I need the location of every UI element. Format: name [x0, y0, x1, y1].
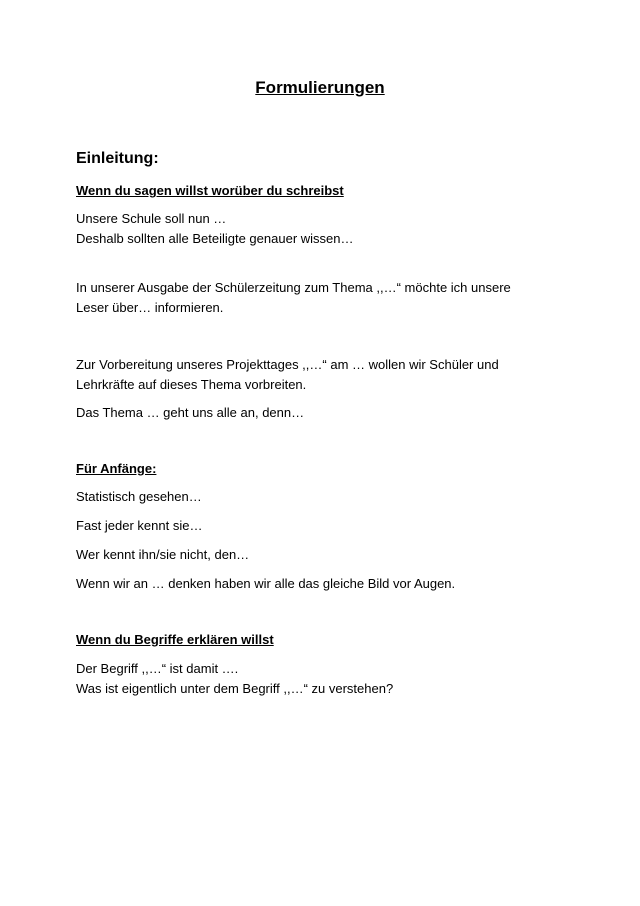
intro-heading: Einleitung:: [76, 150, 159, 167]
document-title: Formulierungen: [255, 78, 385, 97]
topic-line: Unsere Schule soll nun …: [76, 211, 227, 226]
topic-line: Lehrkräfte auf dieses Thema vorbreiten.: [76, 377, 307, 392]
terms-line: Was ist eigentlich unter dem Begriff ,,…“ zu verstehen?: [76, 681, 394, 696]
topic-line: In unserer Ausgabe der Schülerzeitung zum Thema ,,…“ möchte ich unsere: [76, 280, 511, 295]
topic-line: Deshalb sollten alle Beteiligte genauer wissen…: [76, 231, 354, 246]
start-line: Statistisch gesehen…: [76, 489, 202, 504]
topic-line: Leser über… informieren.: [76, 300, 224, 315]
topic-line: Zur Vorbereitung unseres Projekttages ,,…“ am … wollen wir Schüler und: [76, 357, 499, 372]
start-line: Wenn wir an … denken haben wir alle das gleiche Bild vor Augen.: [76, 576, 456, 591]
section-topic-heading: Wenn du sagen willst worüber du schreibst: [76, 183, 344, 198]
terms-line: Der Begriff ,,…“ ist damit ….: [76, 661, 239, 676]
start-line: Fast jeder kennt sie…: [76, 518, 203, 533]
topic-line: Das Thema … geht uns alle an, denn…: [76, 405, 305, 420]
start-line: Wer kennt ihn/sie nicht, den…: [76, 547, 250, 562]
section-start-heading: Für Anfänge:: [76, 461, 157, 476]
section-terms-heading: Wenn du Begriffe erklären willst: [76, 632, 274, 647]
